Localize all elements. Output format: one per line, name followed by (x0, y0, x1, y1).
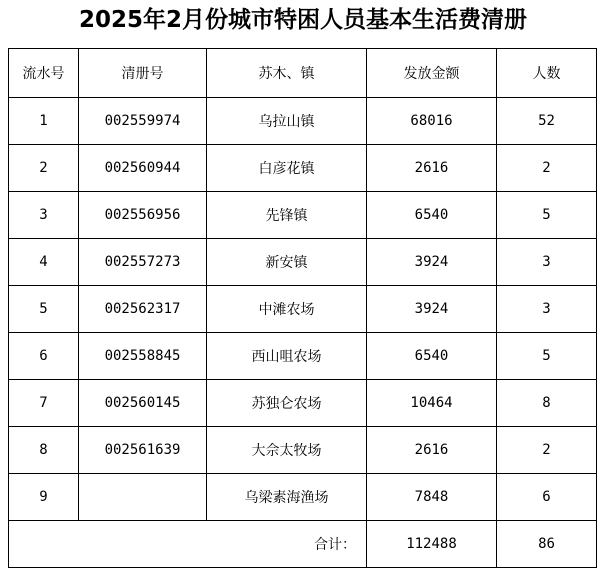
table-row (9, 145, 597, 192)
cell-amount: 2616 (367, 145, 497, 192)
cell-amount: 68016 (367, 98, 497, 145)
cell-serial: 3 (9, 192, 79, 239)
cell-town: 西山咀农场 (207, 333, 367, 380)
table-row (9, 239, 597, 286)
cell-serial: 5 (9, 286, 79, 333)
cell-serial: 2 (9, 145, 79, 192)
cell-town: 先锋镇 (207, 192, 367, 239)
table-row (9, 380, 597, 427)
cell-people: 2 (497, 145, 597, 192)
cell-serial: 1 (9, 98, 79, 145)
cell-serial: 6 (9, 333, 79, 380)
page-title: 2025年2月份城市特困人员基本生活费清册 (78, 7, 528, 33)
cell-town: 中滩农场 (207, 286, 367, 333)
cell-town: 乌梁素海渔场 (207, 474, 367, 521)
table-row (9, 333, 597, 380)
cell-amount: 2616 (367, 427, 497, 474)
cell-town: 新安镇 (207, 239, 367, 286)
header-town: 苏木、镇 (207, 49, 367, 98)
table-row (9, 427, 597, 474)
cell-register-no: 002556956 (79, 192, 207, 239)
cell-serial: 8 (9, 427, 79, 474)
cell-register-no: 002559974 (79, 98, 207, 145)
header-amount: 发放金额 (367, 49, 497, 98)
cell-serial: 9 (9, 474, 79, 521)
cell-amount: 7848 (367, 474, 497, 521)
cell-register-no: 002560944 (79, 145, 207, 192)
cell-amount: 6540 (367, 333, 497, 380)
table-header-row (9, 49, 597, 98)
header-register-no: 清册号 (79, 49, 207, 98)
header-people: 人数 (497, 49, 597, 98)
table-row (9, 98, 597, 145)
cell-register-no: 002562317 (79, 286, 207, 333)
table-total-row (9, 521, 597, 568)
cell-amount: 3924 (367, 286, 497, 333)
cell-town: 乌拉山镇 (207, 98, 367, 145)
cell-register-no: 002560145 (79, 380, 207, 427)
table-row (9, 286, 597, 333)
cell-amount: 3924 (367, 239, 497, 286)
total-amount: 112488 (367, 521, 497, 568)
cell-people: 6 (497, 474, 597, 521)
cell-amount: 6540 (367, 192, 497, 239)
cell-register-no: 002557273 (79, 239, 207, 286)
cell-serial: 7 (9, 380, 79, 427)
cell-town: 苏独仑农场 (207, 380, 367, 427)
table-row (9, 192, 597, 239)
cell-serial: 4 (9, 239, 79, 286)
total-people: 86 (497, 521, 597, 568)
cell-people: 3 (497, 286, 597, 333)
total-label: 合计： (9, 521, 367, 568)
allowance-register-table (8, 48, 597, 568)
cell-town: 大佘太牧场 (207, 427, 367, 474)
cell-register-no: 002558845 (79, 333, 207, 380)
cell-town: 白彦花镇 (207, 145, 367, 192)
table-row (9, 474, 597, 521)
cell-people: 8 (497, 380, 597, 427)
cell-people: 52 (497, 98, 597, 145)
cell-people: 2 (497, 427, 597, 474)
cell-people: 5 (497, 333, 597, 380)
cell-amount: 10464 (367, 380, 497, 427)
cell-register-no: 002561639 (79, 427, 207, 474)
cell-people: 5 (497, 192, 597, 239)
cell-people: 3 (497, 239, 597, 286)
cell-register-no (79, 474, 207, 521)
header-serial: 流水号 (9, 49, 79, 98)
